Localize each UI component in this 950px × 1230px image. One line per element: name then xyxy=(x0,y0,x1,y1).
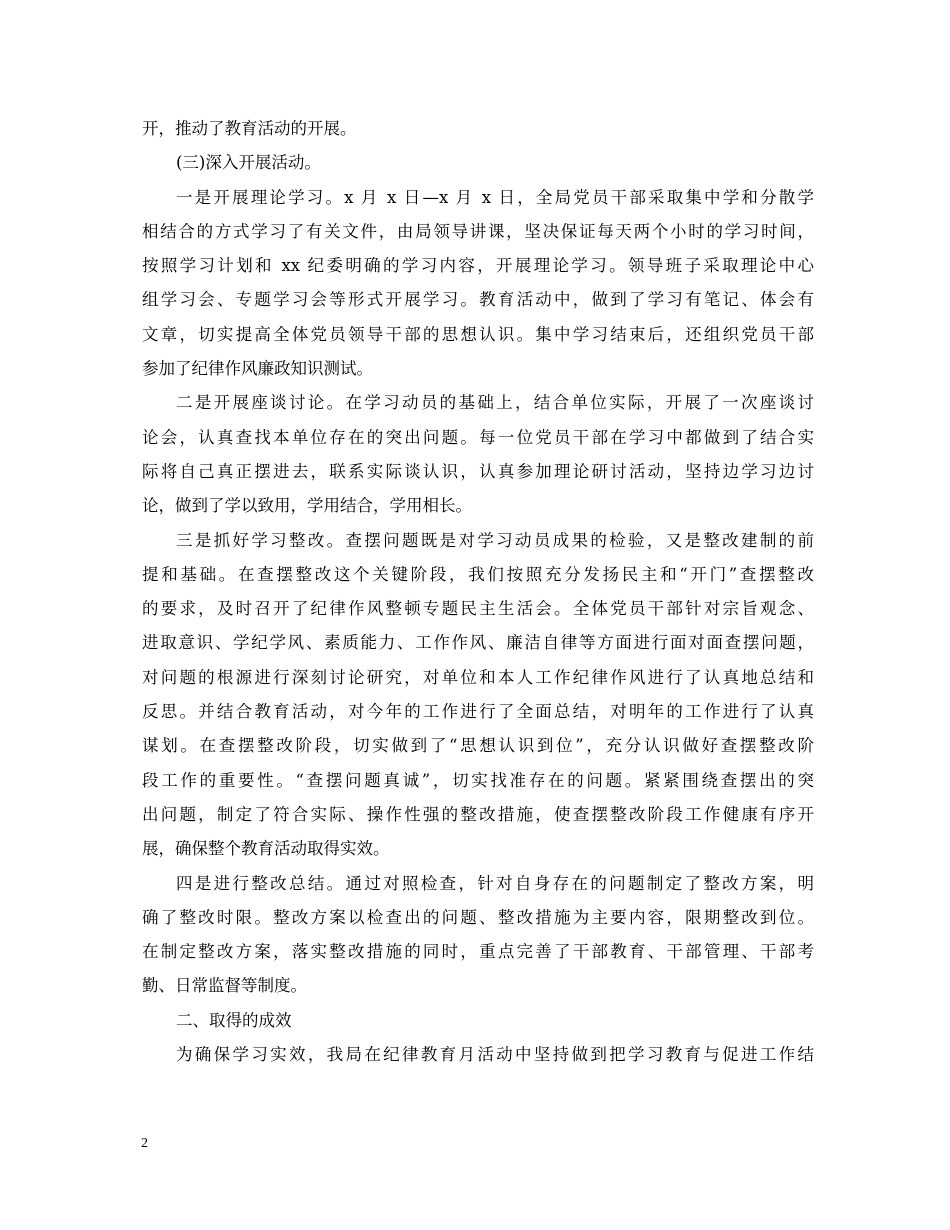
text-line: 为确保学习实效，我局在纪律教育月活动中坚持做到把学习教育与促进工作结 xyxy=(176,1045,814,1065)
text-line: 勤、日常监督等制度。 xyxy=(142,976,307,996)
text-line: 文章，切实提高全体党员领导干部的思想认识。集中学习结束后，还组织党员干部 xyxy=(142,324,814,344)
text-line: 谋划。在查摆整改阶段，切实做到了“思想认识到位”，充分认识做好查摆整改阶 xyxy=(142,736,814,756)
text-line: 开，推动了教育活动的开展。 xyxy=(142,119,357,138)
text-line: 四是进行整改总结。通过对照检查，针对自身存在的问题制定了整改方案，明 xyxy=(176,873,814,893)
text-line: 段工作的重要性。“查摆问题真诚”，切实找准存在的问题。紧紧围绕查摆出的突 xyxy=(142,770,814,790)
text-line: 一是开展理论学习。x 月 x 日—x 月 x 日，全局党员干部采取集中学和分散学 xyxy=(176,187,814,207)
text-line: 的要求，及时召开了纪律作风整顿专题民主生活会。全体党员干部针对宗旨观念、 xyxy=(142,599,814,619)
section-heading: 二、取得的成效 xyxy=(176,1010,292,1030)
text-line: 提和基础。在查摆整改这个关键阶段，我们按照充分发扬民主和“开门”查摆整改 xyxy=(142,564,814,584)
text-line: 对问题的根源进行深刻讨论研究，对单位和本人工作纪律作风进行了认真地总结和 xyxy=(142,667,814,687)
text-line: 组学习会、专题学习会等形式开展学习。教育活动中，做到了学习有笔记、体会有 xyxy=(142,290,814,310)
body-text xyxy=(142,112,814,1072)
section-heading: (三)深入开展活动。 xyxy=(176,153,321,173)
text-line: 展，确保整个教育活动取得实效。 xyxy=(142,839,390,859)
text-line: 反思。并结合教育活动，对今年的工作进行了全面总结，对明年的工作进行了认真 xyxy=(142,702,814,722)
text-line: 际将自己真正摆进去，联系实际谈认识，认真参加理论研讨活动，坚持边学习边讨 xyxy=(142,461,814,481)
text-line: 三是抓好学习整改。查摆问题既是对学习动员成果的检验，又是整改建制的前 xyxy=(176,530,814,550)
page-number: 2 xyxy=(141,1136,148,1151)
text-line: 二是开展座谈讨论。在学习动员的基础上，结合单位实际，开展了一次座谈讨 xyxy=(176,393,814,413)
text-line: 进取意识、学纪学风、素质能力、工作作风、廉洁自律等方面进行面对面查摆问题， xyxy=(142,633,814,653)
text-line: 在制定整改方案，落实整改措施的同时，重点完善了干部教育、干部管理、干部考 xyxy=(142,942,814,962)
text-line: 确了整改时限。整改方案以检查出的问题、整改措施为主要内容，限期整改到位。 xyxy=(142,907,814,927)
text-line: 参加了纪律作风廉政知识测试。 xyxy=(142,359,373,379)
text-line: 按照学习计划和 xx 纪委明确的学习内容，开展理论学习。领导班子采取理论中心 xyxy=(142,256,814,276)
text-line: 论，做到了学以致用，学用结合，学用相长。 xyxy=(142,496,472,516)
text-line: 论会，认真查找本单位存在的突出问题。每一位党员干部在学习中都做到了结合实 xyxy=(142,427,814,447)
text-line: 相结合的方式学习了有关文件，由局领导讲课，坚决保证每天两个小时的学习时间， xyxy=(142,221,814,241)
text-line: 出问题，制定了符合实际、操作性强的整改措施，使查摆整改阶段工作健康有序开 xyxy=(142,804,814,824)
